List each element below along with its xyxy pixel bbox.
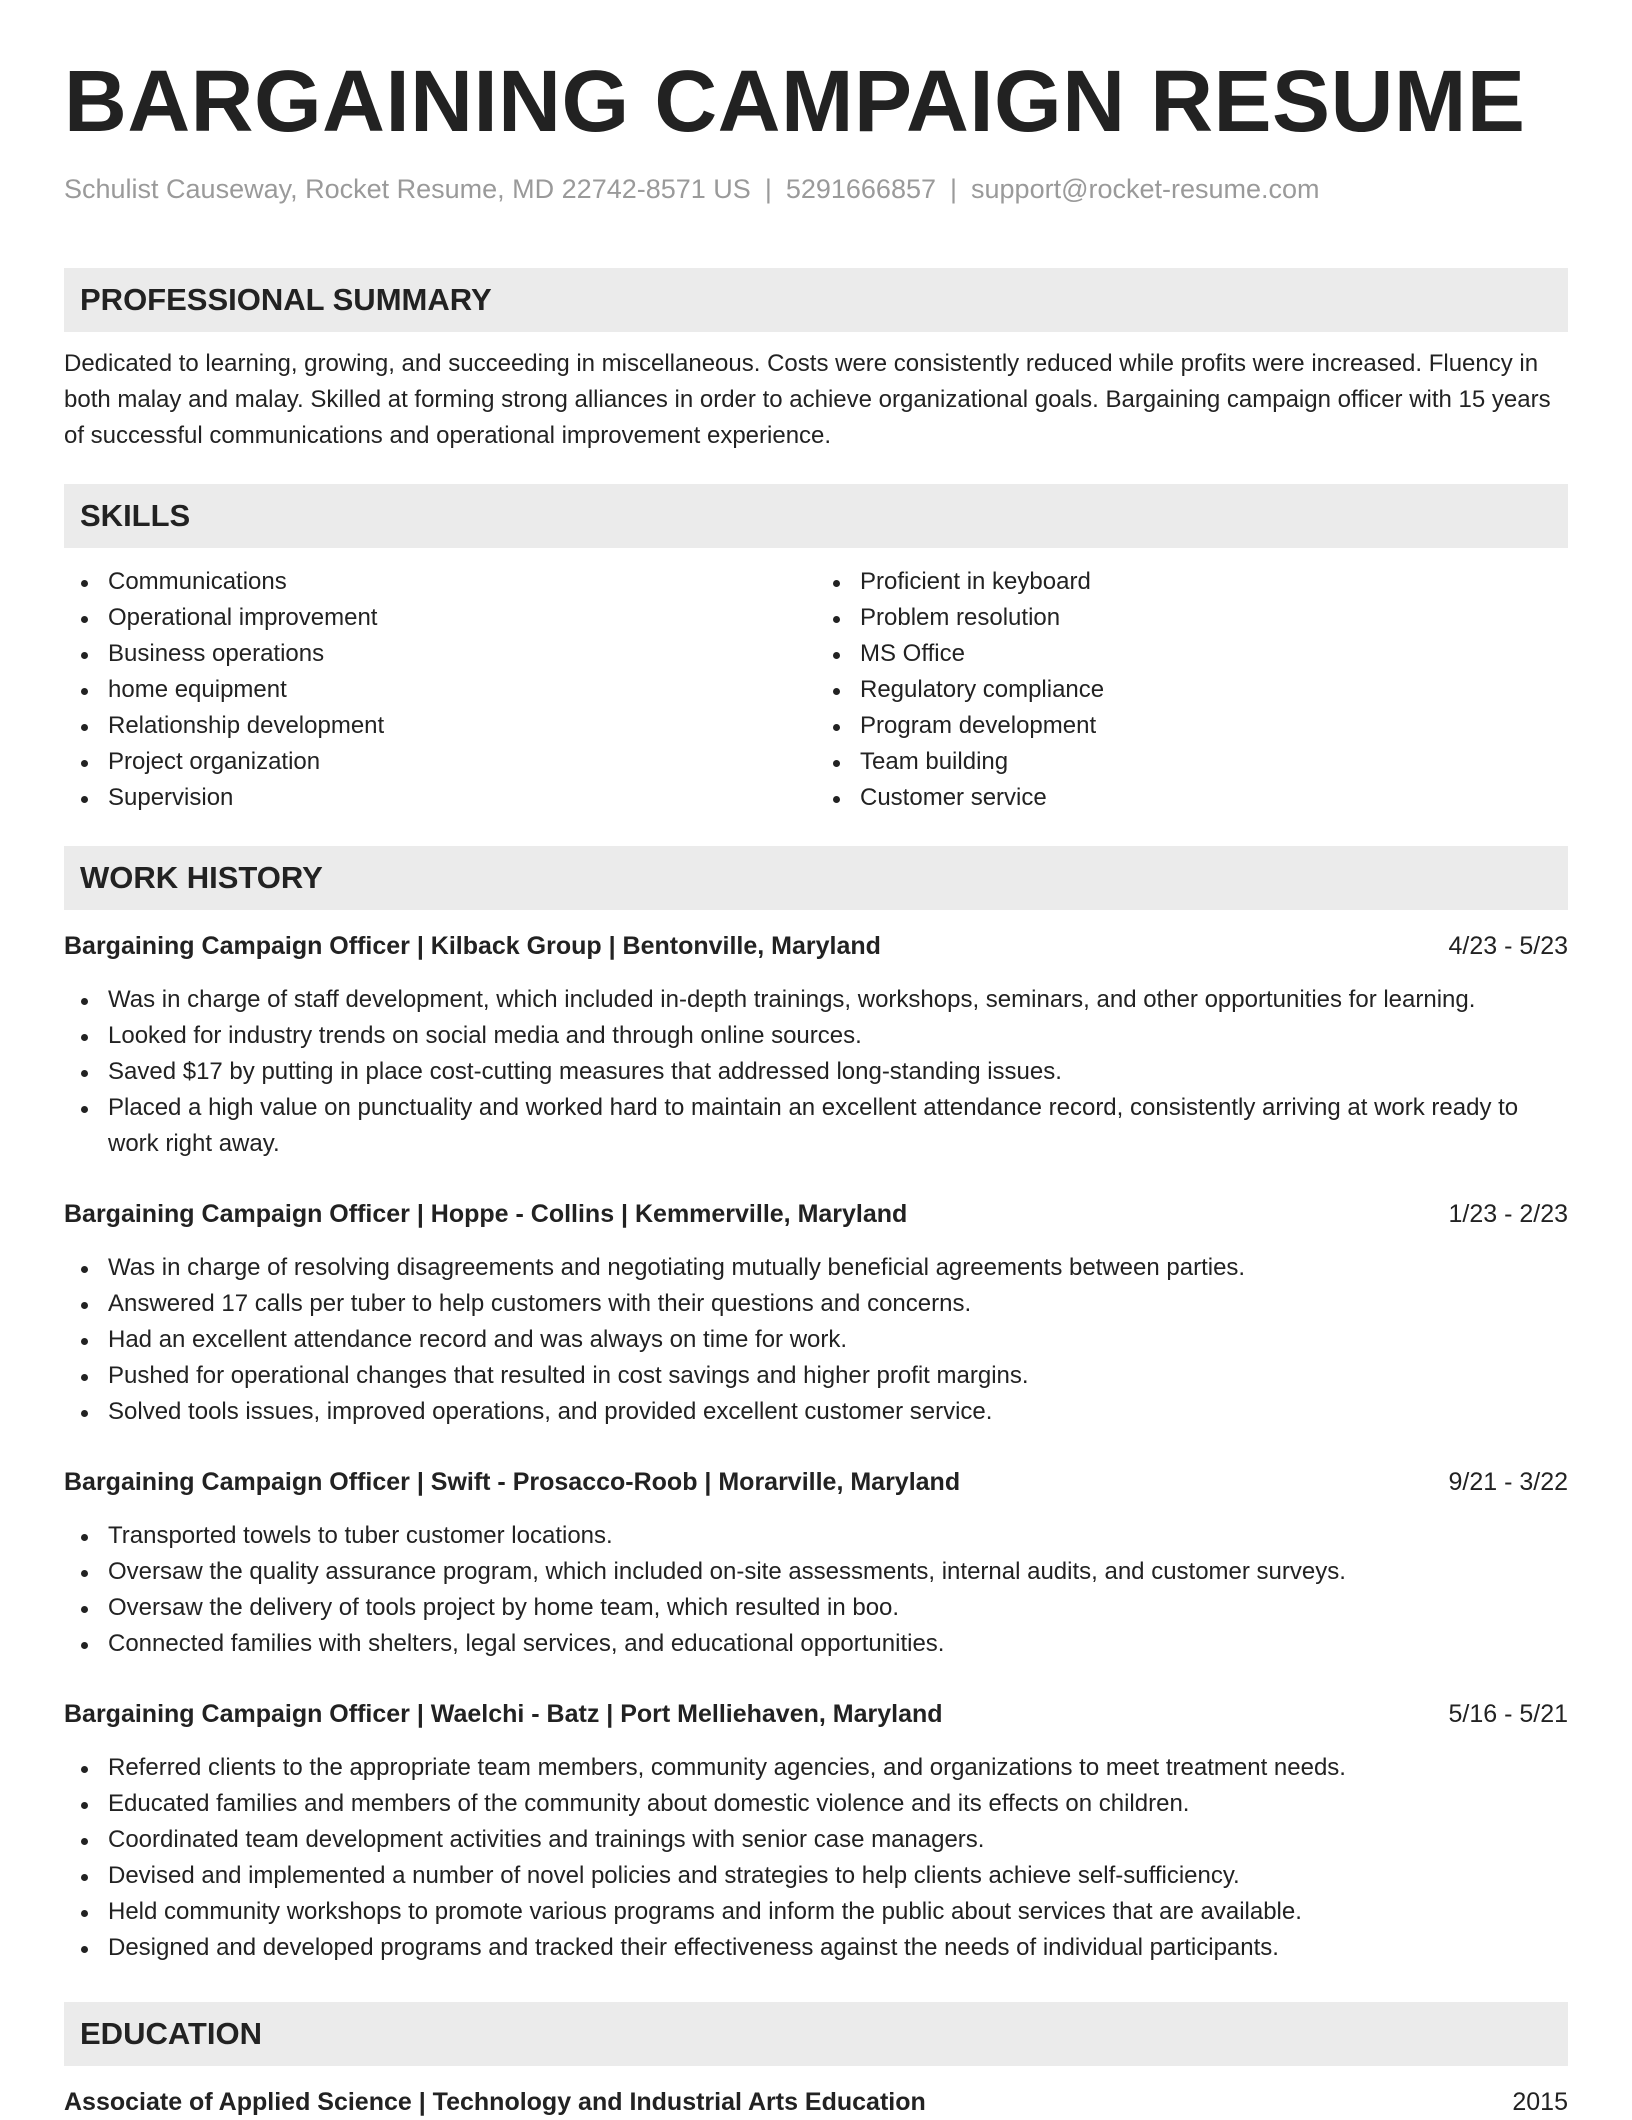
skill-item: Relationship development xyxy=(64,708,816,744)
job-bullet: Answered 17 calls per tuber to help customers with their questions and concerns. xyxy=(64,1286,1568,1322)
job-header xyxy=(64,1196,1568,1232)
job-bullet: Placed a high value on punctuality and worked hard to maintain an excellent attendance record, consistently arriving at work ready to work right away. xyxy=(64,1090,1568,1162)
job-bullet: Transported towels to tuber customer locations. xyxy=(64,1518,1568,1554)
skill-item: Problem resolution xyxy=(816,600,1568,636)
skills-list xyxy=(64,564,1568,816)
job-bullet: Held community workshops to promote various programs and inform the public about services that are available. xyxy=(64,1894,1568,1930)
skills-column-right xyxy=(816,564,1568,816)
job-bullet: Solved tools issues, improved operations, and provided excellent customer service. xyxy=(64,1394,1568,1430)
job-title: Bargaining Campaign Officer | Swift - Prosacco-Roob | Morarville, Maryland xyxy=(64,1467,961,1496)
job-dates: 5/16 - 5/21 xyxy=(1448,1699,1568,1728)
contact-separator: | xyxy=(764,174,772,205)
education-entry xyxy=(64,2084,1568,2120)
education-heading: EDUCATION xyxy=(64,2002,1568,2066)
job-bullet: Was in charge of staff development, which included in-depth trainings, workshops, seminars, and other opportunities for learning. xyxy=(64,982,1568,1018)
skill-item: Team building xyxy=(816,744,1568,780)
job-header xyxy=(64,1464,1568,1500)
job-dates: 1/23 - 2/23 xyxy=(1448,1199,1568,1228)
job-bullet: Connected families with shelters, legal services, and educational opportunities. xyxy=(64,1626,1568,1662)
job-bullets xyxy=(64,1250,1568,1430)
job-bullet: Coordinated team development activities and trainings with senior case managers. xyxy=(64,1822,1568,1858)
job-entry xyxy=(64,1196,1568,1430)
job-entry xyxy=(64,1696,1568,1966)
skill-item: Business operations xyxy=(64,636,816,672)
job-dates: 9/21 - 3/22 xyxy=(1448,1467,1568,1496)
contact-line xyxy=(64,173,1568,205)
job-bullet: Saved $17 by putting in place cost-cutting measures that addressed long-standing issues. xyxy=(64,1054,1568,1090)
job-title: Bargaining Campaign Officer | Kilback Group | Bentonville, Maryland xyxy=(64,931,881,960)
summary-text: Dedicated to learning, growing, and succeeding in miscellaneous. Costs were consistently reduced while profits were increased. Fluency in both malay and malay. Skilled at forming strong alliances in order to achieve organizational goals. Bargaining campaign officer with 15 years of successful communications and operational improvement experience. xyxy=(64,349,1551,449)
job-bullet: Referred clients to the appropriate team members, community agencies, and organizations to meet treatment needs. xyxy=(64,1750,1568,1786)
contact-separator: | xyxy=(950,174,958,205)
education-year: 2015 xyxy=(1512,2087,1568,2116)
skill-item: Supervision xyxy=(64,780,816,816)
job-bullet: Designed and developed programs and tracked their effectiveness against the needs of individual participants. xyxy=(64,1930,1568,1966)
resume-title: BARGAINING CAMPAIGN RESUME xyxy=(64,53,1526,150)
education-degree: Associate of Applied Science | Technology and Industrial Arts Education xyxy=(64,2087,926,2116)
work-history-heading: WORK HISTORY xyxy=(64,846,1568,910)
skill-item: MS Office xyxy=(816,636,1568,672)
job-bullet: Oversaw the quality assurance program, which included on-site assessments, internal audits, and customer surveys. xyxy=(64,1554,1568,1590)
job-bullets xyxy=(64,1518,1568,1662)
job-bullet: Looked for industry trends on social media and through online sources. xyxy=(64,1018,1568,1054)
contact-phone: 5291666857 xyxy=(785,174,936,205)
job-bullet: Was in charge of resolving disagreements and negotiating mutually beneficial agreements between parties. xyxy=(64,1250,1568,1286)
summary-heading: PROFESSIONAL SUMMARY xyxy=(64,268,1568,332)
skills-left-list xyxy=(64,564,816,816)
job-bullet: Oversaw the delivery of tools project by home team, which resulted in boo. xyxy=(64,1590,1568,1626)
skills-heading: SKILLS xyxy=(64,484,1568,548)
skills-right-list xyxy=(816,564,1568,816)
skill-item: Operational improvement xyxy=(64,600,816,636)
skill-item: Proficient in keyboard xyxy=(816,564,1568,600)
job-bullet: Devised and implemented a number of novel policies and strategies to help clients achieve self-sufficiency. xyxy=(64,1858,1568,1894)
job-bullets xyxy=(64,982,1568,1162)
job-header xyxy=(64,928,1568,964)
job-entry xyxy=(64,1464,1568,1662)
job-bullet: Had an excellent attendance record and was always on time for work. xyxy=(64,1322,1568,1358)
job-title: Bargaining Campaign Officer | Waelchi - Batz | Port Melliehaven, Maryland xyxy=(64,1699,943,1728)
job-bullets xyxy=(64,1750,1568,1966)
job-title: Bargaining Campaign Officer | Hoppe - Collins | Kemmerville, Maryland xyxy=(64,1199,908,1228)
skill-item: Communications xyxy=(64,564,816,600)
job-header xyxy=(64,1696,1568,1732)
skill-item: Project organization xyxy=(64,744,816,780)
skill-item: Regulatory compliance xyxy=(816,672,1568,708)
contact-address: Schulist Causeway, Rocket Resume, MD 22742-8571 US xyxy=(64,174,751,205)
skills-column-left xyxy=(64,564,816,816)
skill-item: Customer service xyxy=(816,780,1568,816)
job-bullet: Educated families and members of the community about domestic violence and its effects on children. xyxy=(64,1786,1568,1822)
skill-item: home equipment xyxy=(64,672,816,708)
job-dates: 4/23 - 5/23 xyxy=(1448,931,1568,960)
job-entry xyxy=(64,928,1568,1162)
skill-item: Program development xyxy=(816,708,1568,744)
job-bullet: Pushed for operational changes that resulted in cost savings and higher profit margins. xyxy=(64,1358,1568,1394)
contact-email: support@rocket-resume.com xyxy=(971,174,1320,205)
